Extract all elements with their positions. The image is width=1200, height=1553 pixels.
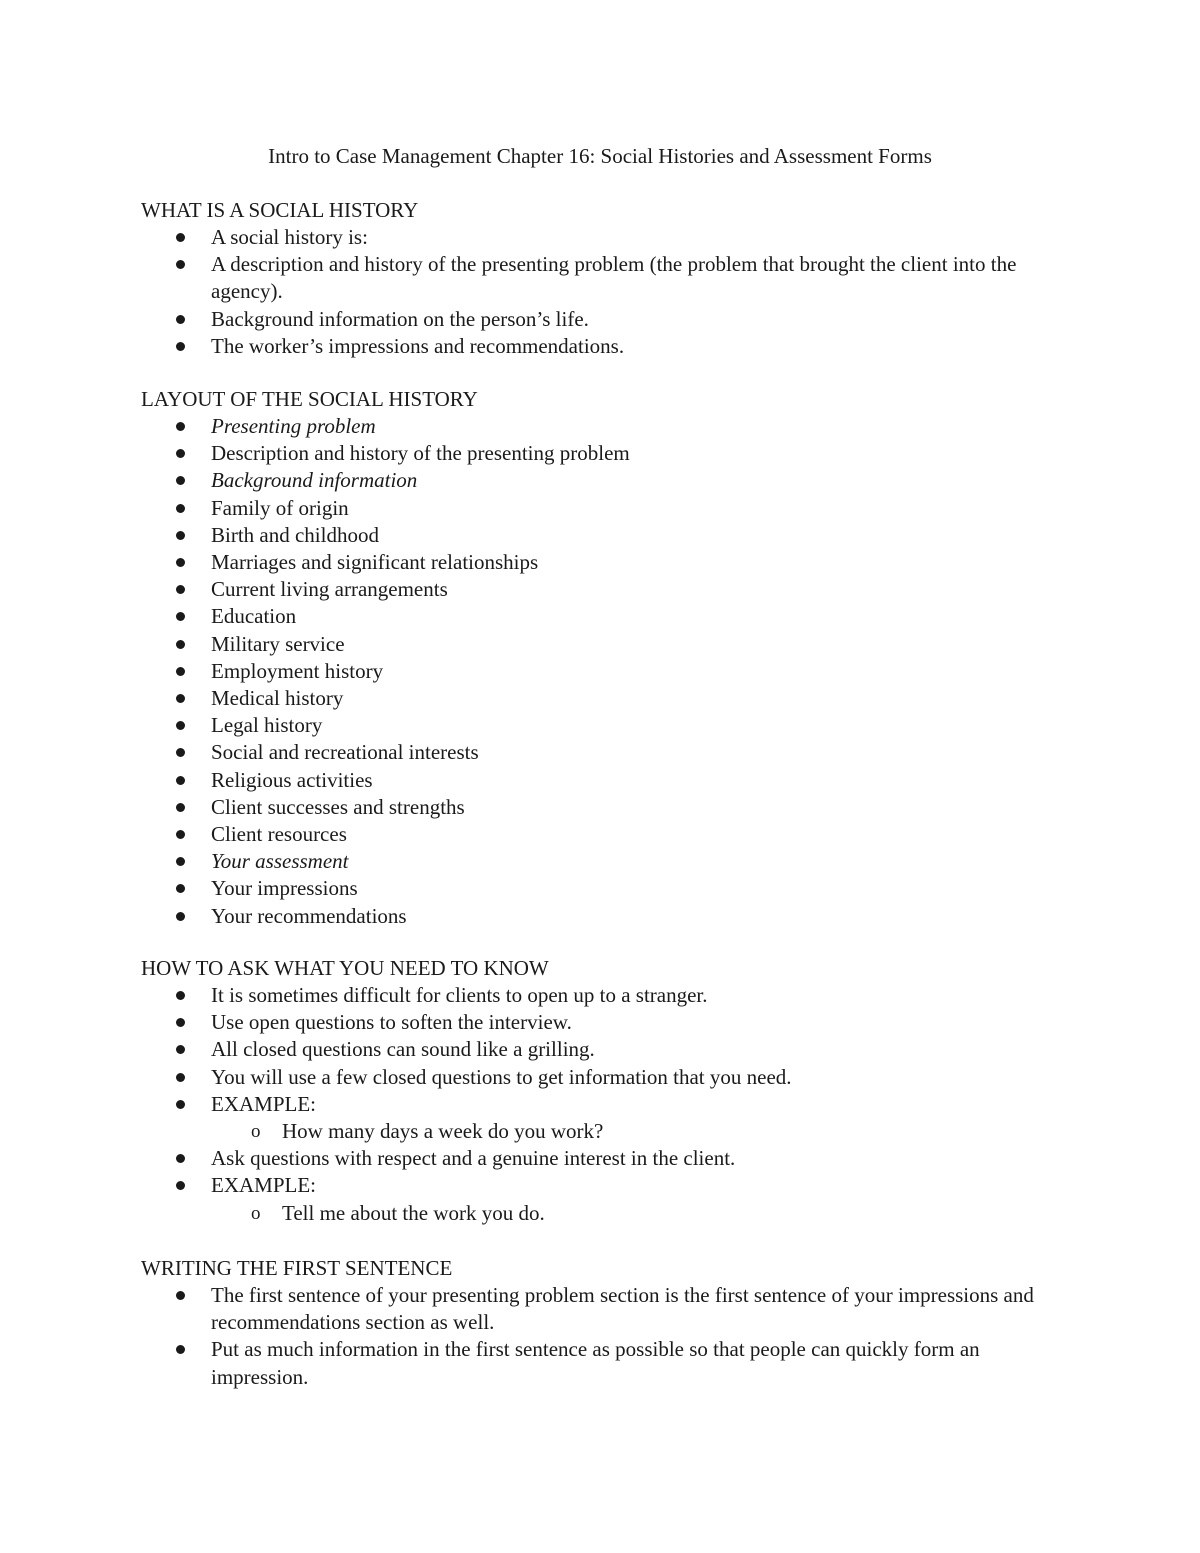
list-item: [141, 1009, 1061, 1036]
list-item: [141, 739, 1061, 766]
list-item: [141, 413, 1061, 440]
list-item: [141, 440, 1061, 467]
bullet-dot-icon: [176, 476, 185, 485]
section-layout-of-social-history: [141, 386, 1061, 930]
list-item: [141, 1172, 1061, 1199]
bullet-dot-icon: [176, 1073, 185, 1082]
bullet-dot-icon: [176, 884, 185, 893]
list-item-text: Family of origin: [211, 495, 349, 520]
list-item: [141, 767, 1061, 794]
bullet-dot-icon: [176, 1154, 185, 1163]
bullet-dot-icon: [176, 342, 185, 351]
bullet-dot-icon: [176, 803, 185, 812]
bullet-dot-icon: [176, 612, 185, 621]
bullet-dot-icon: [176, 694, 185, 703]
list-item-text: Use open questions to soften the interview.: [211, 1010, 572, 1035]
bullet-dot-icon: [176, 260, 185, 269]
list-item-text: Background information on the person’s life.: [211, 306, 589, 331]
list-item-text: All closed questions can sound like a grilling.: [211, 1037, 595, 1062]
bullet-dot-icon: [176, 1181, 185, 1190]
list-item: [141, 522, 1061, 549]
bullet-list: [141, 413, 1061, 930]
list-item: [141, 875, 1061, 902]
list-item: [141, 333, 1061, 360]
list-item: [141, 658, 1061, 685]
list-item: [141, 576, 1061, 603]
list-item-text: Ask questions with respect and a genuine interest in the client.: [211, 1146, 736, 1171]
list-item-text: Education: [211, 604, 297, 629]
bullet-dot-icon: [176, 991, 185, 1000]
list-item: [141, 1282, 1061, 1336]
list-item: [141, 1064, 1061, 1091]
bullet-dot-icon: [176, 640, 185, 649]
circle-bullet-icon: o: [251, 1202, 261, 1224]
section-what-is-social-history: [141, 197, 1061, 360]
list-item-text: A description and history of the presenting problem (the problem that brought the client into the agency).: [211, 252, 1017, 304]
list-item-text: EXAMPLE:: [211, 1173, 316, 1198]
list-item: [141, 982, 1061, 1009]
bullet-dot-icon: [176, 449, 185, 458]
bullet-dot-icon: [176, 233, 185, 242]
list-item-text: How many days a week do you work?: [282, 1119, 604, 1144]
list-item-text: The first sentence of your presenting problem section is the first sentence of your impressions and recommendations section as well.: [211, 1283, 1034, 1335]
section-heading: HOW TO ASK WHAT YOU NEED TO KNOW: [141, 956, 549, 980]
list-item-text: Marriages and significant relationships: [211, 550, 539, 575]
list-item-text: Current living arrangements: [211, 577, 448, 602]
list-item: [141, 495, 1061, 522]
sub-list-item: [141, 1118, 1061, 1145]
bullet-dot-icon: [176, 504, 185, 513]
list-item: [141, 1336, 1061, 1390]
list-item-text: Presenting problem: [211, 414, 376, 438]
list-item-text: You will use a few closed questions to get information that you need.: [211, 1064, 792, 1089]
bullet-dot-icon: [176, 721, 185, 730]
circle-bullet-icon: o: [251, 1121, 261, 1143]
bullet-list: [141, 1282, 1061, 1391]
list-item-text: Client successes and strengths: [211, 794, 465, 819]
list-item: [141, 1091, 1061, 1118]
bullet-dot-icon: [176, 1291, 185, 1300]
bullet-dot-icon: [176, 667, 185, 676]
section-writing-first-sentence: [141, 1255, 1061, 1391]
list-item-text: Birth and childhood: [211, 522, 379, 547]
list-item-text: Put as much information in the first sentence as possible so that people can quickly form an impression.: [211, 1337, 980, 1389]
list-item: [141, 685, 1061, 712]
list-item-text: Your recommendations: [211, 903, 407, 928]
bullet-list: [141, 982, 1061, 1227]
bullet-dot-icon: [176, 830, 185, 839]
list-item-text: Background information: [211, 468, 418, 493]
list-item-text: Employment history: [211, 658, 384, 683]
section-how-to-ask: [141, 955, 1061, 1227]
list-item-text: Tell me about the work you do.: [282, 1200, 545, 1225]
list-item: [141, 794, 1061, 821]
list-item-text: It is sometimes difficult for clients to open up to a stranger.: [211, 983, 708, 1007]
bullet-list: [141, 224, 1061, 360]
bullet-dot-icon: [176, 857, 185, 866]
bullet-dot-icon: [176, 912, 185, 921]
section-heading: WHAT IS A SOCIAL HISTORY: [141, 198, 419, 222]
list-item: [141, 549, 1061, 576]
list-item: [141, 631, 1061, 658]
list-item: [141, 467, 1061, 494]
list-item: [141, 712, 1061, 739]
bullet-dot-icon: [176, 422, 185, 431]
bullet-dot-icon: [176, 1018, 185, 1027]
bullet-dot-icon: [176, 1345, 185, 1354]
bullet-dot-icon: [176, 531, 185, 540]
list-item-text: Description and history of the presenting problem: [211, 441, 630, 466]
sub-list-item: [141, 1200, 1061, 1227]
list-item: [141, 1036, 1061, 1063]
list-item: [141, 306, 1061, 333]
list-item: [141, 1145, 1061, 1172]
list-item-text: Religious activities: [211, 767, 373, 792]
list-item: [141, 603, 1061, 630]
list-item-text: Your impressions: [211, 876, 358, 901]
list-item: [141, 224, 1061, 251]
list-item: [141, 821, 1061, 848]
list-item-text: EXAMPLE:: [211, 1091, 316, 1116]
list-item-text: Your assessment: [211, 849, 349, 874]
bullet-dot-icon: [176, 315, 185, 324]
list-item: [141, 848, 1061, 875]
list-item-text: Military service: [211, 631, 345, 656]
list-item-text: Medical history: [211, 686, 344, 711]
list-item: [141, 903, 1061, 930]
section-heading: WRITING THE FIRST SENTENCE: [141, 1256, 453, 1280]
list-item-text: Social and recreational interests: [211, 740, 479, 765]
bullet-dot-icon: [176, 585, 185, 594]
list-item-text: Legal history: [211, 713, 323, 738]
bullet-dot-icon: [176, 1100, 185, 1109]
document-title: Intro to Case Management Chapter 16: Social Histories and Assessment Forms: [268, 144, 932, 168]
list-item-text: Client resources: [211, 822, 347, 847]
list-item-text: The worker’s impressions and recommendations.: [211, 333, 625, 358]
bullet-dot-icon: [176, 558, 185, 567]
bullet-dot-icon: [176, 748, 185, 757]
section-heading: LAYOUT OF THE SOCIAL HISTORY: [141, 387, 478, 411]
list-item-text: A social history is:: [211, 225, 368, 249]
list-item: [141, 251, 1061, 305]
bullet-dot-icon: [176, 776, 185, 785]
bullet-dot-icon: [176, 1045, 185, 1054]
